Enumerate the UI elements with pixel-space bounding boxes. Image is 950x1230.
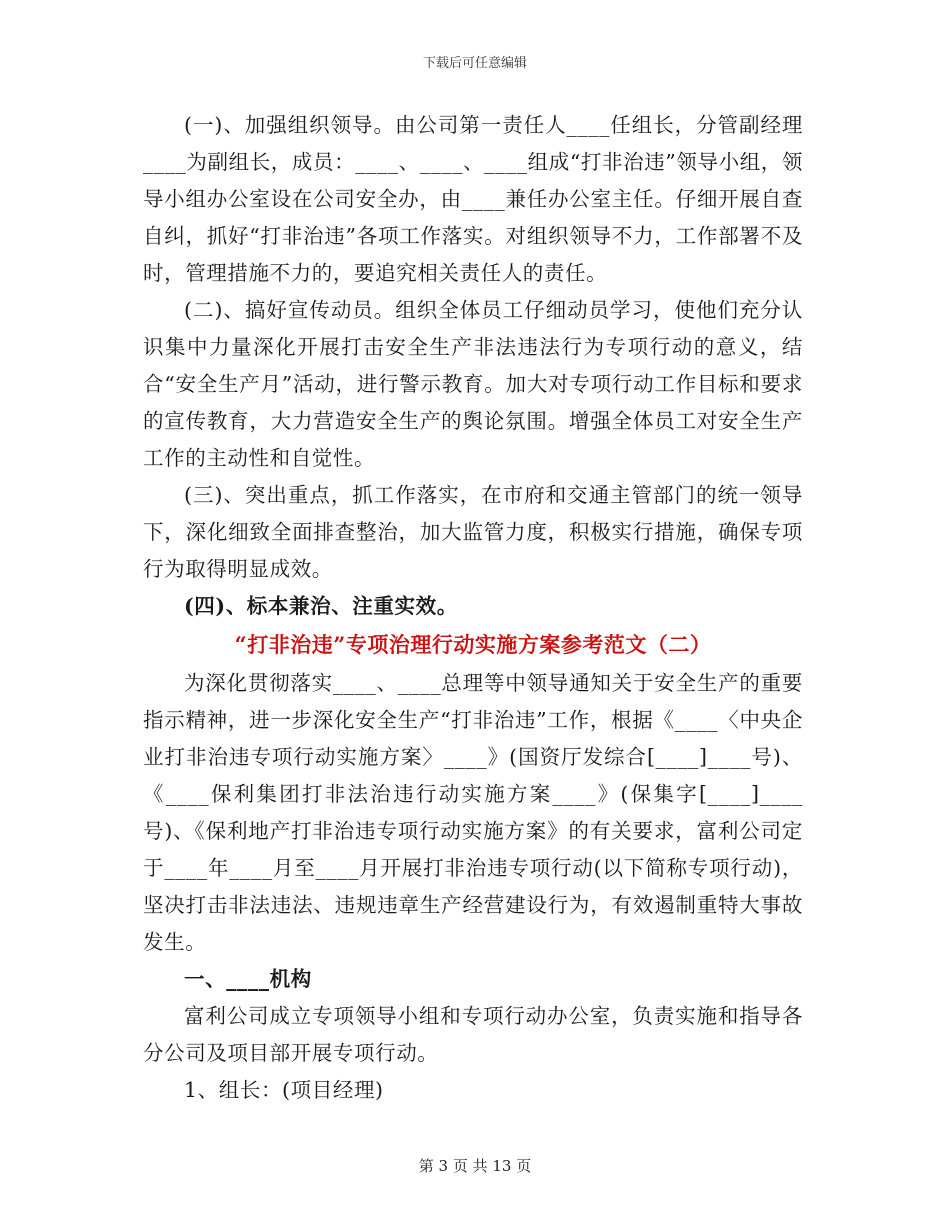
document-body xyxy=(143,107,803,1109)
paragraph-key-points: (三)、突出重点，抓工作落实，在市府和交通主管部门的统一领导下，深化细致全面排查整治，加大监管力度，积极实行措施，确保专项行为取得明显成效。 xyxy=(143,483,803,581)
page-footer: 第 3 页 共 13 页 xyxy=(418,1157,532,1175)
subheading-organization: 一、____机构 xyxy=(184,967,312,991)
page-header: 下载后可任意编辑 xyxy=(422,56,527,71)
paragraph-organization: 富利公司成立专项领导小组和专项行动办公室，负责实施和指导各分公司及项目部开展专项行动。 xyxy=(143,1004,803,1065)
paragraph-leadership: (一)、加强组织领导。由公司第一责任人____任组长，分管副经理____为副组长，成员：____、____、____组成“打非治违”领导小组，领导小组办公室设在公司安全办，由____兼任办公室主任。仔细开展自查自纠，抓好“打非治违”各项工作落实。对组织领导不力，工作部署不及时，管理措施不力的，要追究相关责任人的责任。 xyxy=(143,113,803,285)
paragraph-publicity: (二)、搞好宣传动员。组织全体员工仔细动员学习，使他们充分认识集中力量深化开展打击安全生产非法违法行为专项行动的意义，结合“安全生产月”活动，进行警示教育。加大对专项行动工作目标和要求的宣传教育，大力营造安全生产的舆论氛围。增强全体员工对安全生产工作的主动性和自觉性。 xyxy=(143,298,803,470)
section-title: “打非治违”专项治理行动实施方案参考范文（二） xyxy=(234,632,712,657)
paragraph-root-causes: (四)、标本兼治、注重实效。 xyxy=(184,594,458,618)
paragraph-group-leader: 1、组长：(项目经理) xyxy=(184,1078,384,1102)
paragraph-intro: 为深化贯彻落实____、____总理等中领导通知关于安全生产的重要指示精神，进一步深化安全生产“打非治违”工作，根据《____〈中央企业打非治违专项行动实施方案〉____》(国资厅发综合[____]____号)、《____保利集团打非法治违行动实施方案____》(保集字[____]____号)、《保利地产打非治违专项行动实施方案》的有关要求，富利公司定于____年____月至____月开展打非治违专项行动(以下简称专项行动)，坚决打击非法违法、违规违章生产经营建设行为，有效遏制重特大事故发生。 xyxy=(143,671,803,954)
